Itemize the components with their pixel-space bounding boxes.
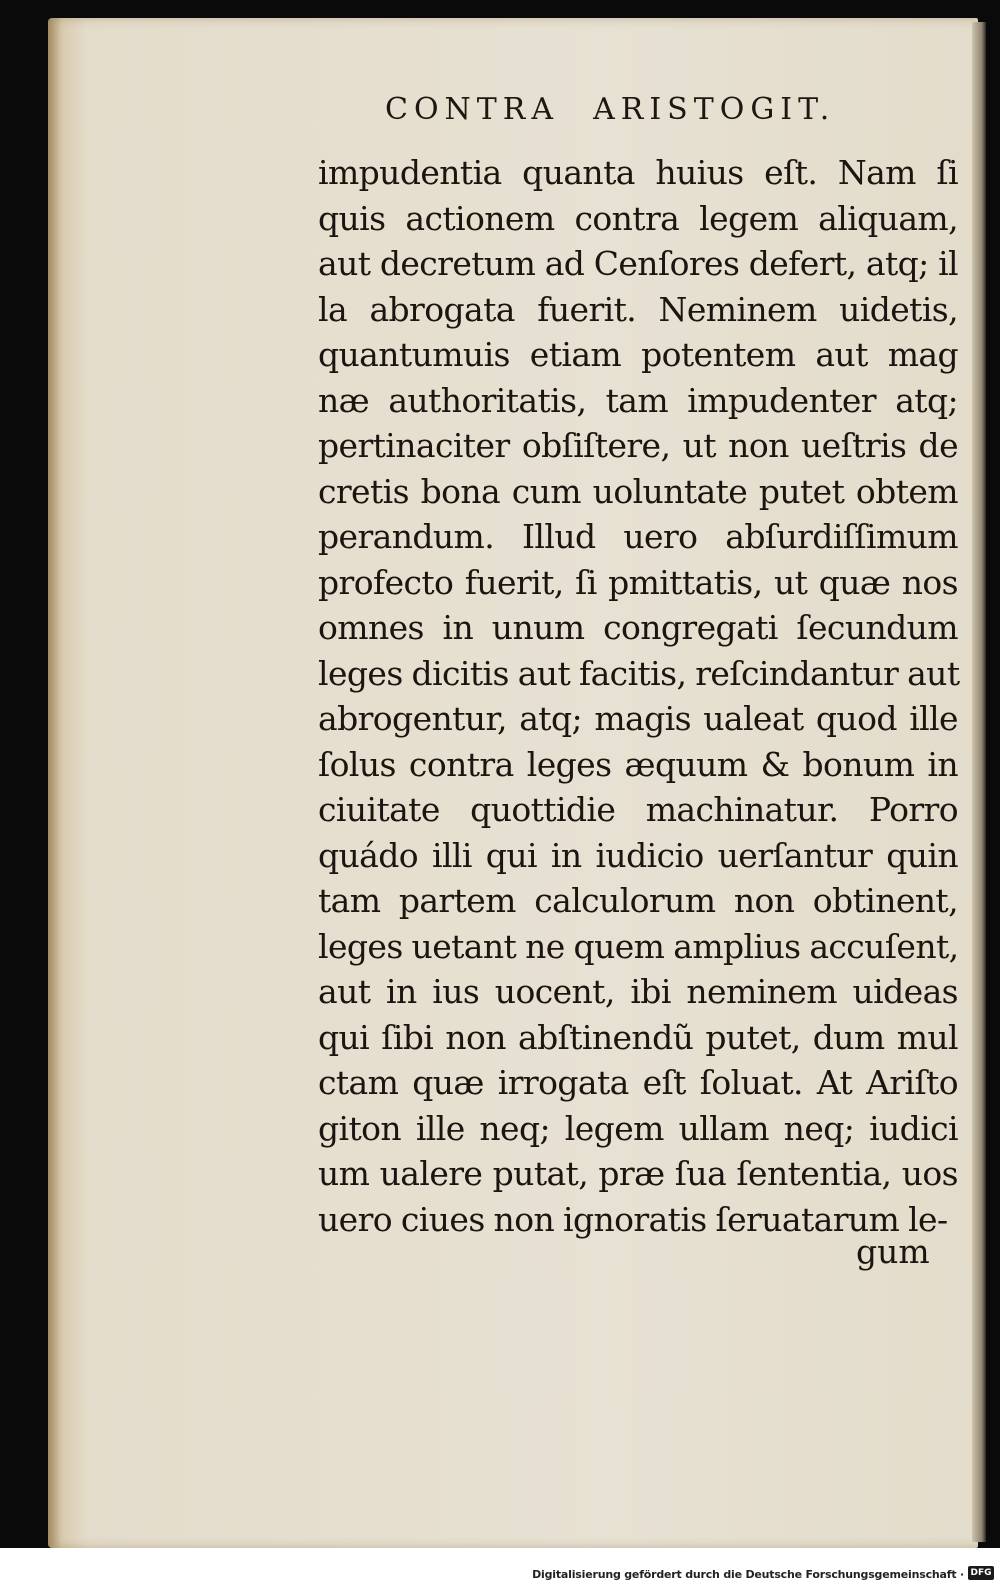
- text-line: um ualere putat, præ ſua ſententia, uos: [318, 1154, 958, 1193]
- text-line: pertinaciter obſiſtere, ut non ueſtris de: [318, 426, 958, 465]
- text-line: la abrogata fuerit. Neminem uidetis,: [318, 289, 958, 329]
- digitization-credit: Digitalisierung gefördert durch die Deutsche Forschungsgemeinschaft ·: [532, 1568, 964, 1581]
- text-line: aut decretum ad Cenſores defert, atq; il: [318, 244, 958, 283]
- text-line: quis actionem contra legem aliquam,: [318, 198, 958, 238]
- text-line: profecto fuerit, ſi pmittatis, ut quæ nos: [318, 562, 958, 602]
- text-line: quantumuis etiam potentem aut mag: [318, 335, 958, 374]
- text-line: giton ille neq; legem ullam neq; iudici: [318, 1108, 958, 1148]
- running-head: [385, 92, 905, 127]
- text-line: omnes in unum congregati ſecundum: [318, 608, 958, 647]
- text-line: perandum. Illud uero abſurdiſſimum: [318, 517, 958, 556]
- text-line: ſolus contra leges æquum & bonum in: [318, 744, 958, 784]
- text-line: tam partem calculorum non obtinent,: [318, 881, 958, 920]
- text-line: ciuitate quottidie machinatur. Porro: [318, 790, 958, 829]
- text-line: cretis bona cum uoluntate putet obtem: [318, 471, 958, 511]
- running-head-word-1: CONTRA: [385, 92, 560, 127]
- text-line: leges dicitis aut facitis, reſcindantur aut: [318, 653, 960, 693]
- text-line: ctam quæ irrogata eſt ſoluat. At Ariſto: [318, 1063, 958, 1102]
- text-line: uero ciues non ignoratis ſeruatarum le-: [318, 1199, 948, 1239]
- text-line: abrogentur, atq; magis ualeat quod ille: [318, 699, 958, 738]
- text-line: næ authoritatis, tam impudenter atq;: [318, 380, 958, 420]
- body-text: [318, 150, 958, 1242]
- running-head-word-2: ARISTOGIT.: [593, 92, 836, 127]
- catchword: gum: [856, 1232, 930, 1271]
- page-edge: [972, 22, 986, 1542]
- text-line: qui ſibi non abſtinendũ putet, dum mul: [318, 1017, 958, 1057]
- text-line: aut in ius uocent, ibi neminem uideas: [318, 972, 958, 1011]
- text-line: impudentia quanta huius eſt. Nam ſi: [318, 153, 958, 192]
- text-line: quádo illi qui in iudicio uerſantur quin: [318, 835, 958, 875]
- dfg-logo: DFG: [968, 1566, 994, 1580]
- text-line: leges uetant ne quem amplius accuſent,: [318, 926, 959, 966]
